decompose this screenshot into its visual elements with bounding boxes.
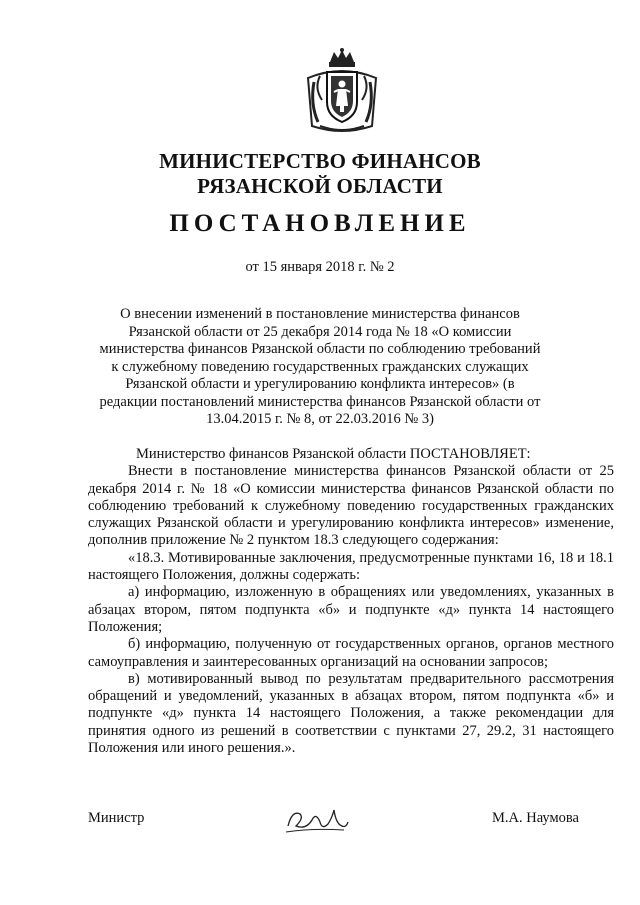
body-paragraph-item-b: б) информацию, полученную от государственных органов, органов местного самоуправления и заинтересованных организаций на основании запросов;: [88, 636, 614, 670]
document-subject: О внесении изменений в постановление министерства финансов Рязанской области от 25 декабря 2014 года № 18 «О комиссии министерства финансов Рязанской области по соблюдению требований к служебному поведению государственных гражданских служащих Рязанской области и урегулированию конфликта интересов» (в редакции постановлений министерства финансов Рязанской области от 13.04.2015 г. № 8, от 22.03.2016 № 3): [99, 306, 541, 427]
body-paragraph-item-c: в) мотивированный вывод по результатам предварительного рассмотрения обращений и уведомлений, указанных в абзацах втором, пятом подпункта «б» и подпункте «д» пункта 14 настоящего Положения, а также рекомендации для принятия одного из решений в соответствии с пунктами 27, 29.2, 31 настоящего Положения или иного решения.».: [88, 670, 614, 757]
ministry-name-line1: МИНИСТЕРСТВО ФИНАНСОВ: [159, 149, 481, 173]
signatory-name: М.А. Наумова: [492, 810, 579, 826]
body-paragraph-resolves: Министерство финансов Рязанской области ПОСТАНОВЛЯЕТ:: [136, 446, 531, 462]
document-type-title: ПОСТАНОВЛЕНИЕ: [169, 210, 471, 237]
coat-of-arms-emblem: [298, 48, 386, 136]
body-paragraph-clause-18-3: «18.3. Мотивированные заключения, предусмотренные пунктами 16, 18 и 18.1 настоящего Положения, должны содержать:: [88, 549, 614, 584]
handwritten-signature: [282, 800, 352, 840]
document-date-number: от 15 января 2018 г. № 2: [245, 259, 395, 275]
signatory-title: Министр: [88, 810, 145, 826]
body-paragraph-item-a: а) информацию, изложенную в обращениях или уведомлениях, указанных в абзацах втором, пятом подпункта «б» и подпункте «д» пункта 14 настоящего Положения;: [88, 584, 614, 635]
body-paragraph-amendment: Внести в постановление министерства финансов Рязанской области от 25 декабря 2014 г. № 18 «О комиссии министерства финансов Рязанской области по соблюдению требований к служебному поведению государственных гражданских служащих Рязанской области и урегулированию конфликта интересов» изменение, дополнив приложение № 2 пунктом 18.3 следующего содержания:: [88, 463, 614, 549]
ministry-name-line2: РЯЗАНСКОЙ ОБЛАСТИ: [197, 174, 443, 198]
document-body: [88, 446, 614, 757]
